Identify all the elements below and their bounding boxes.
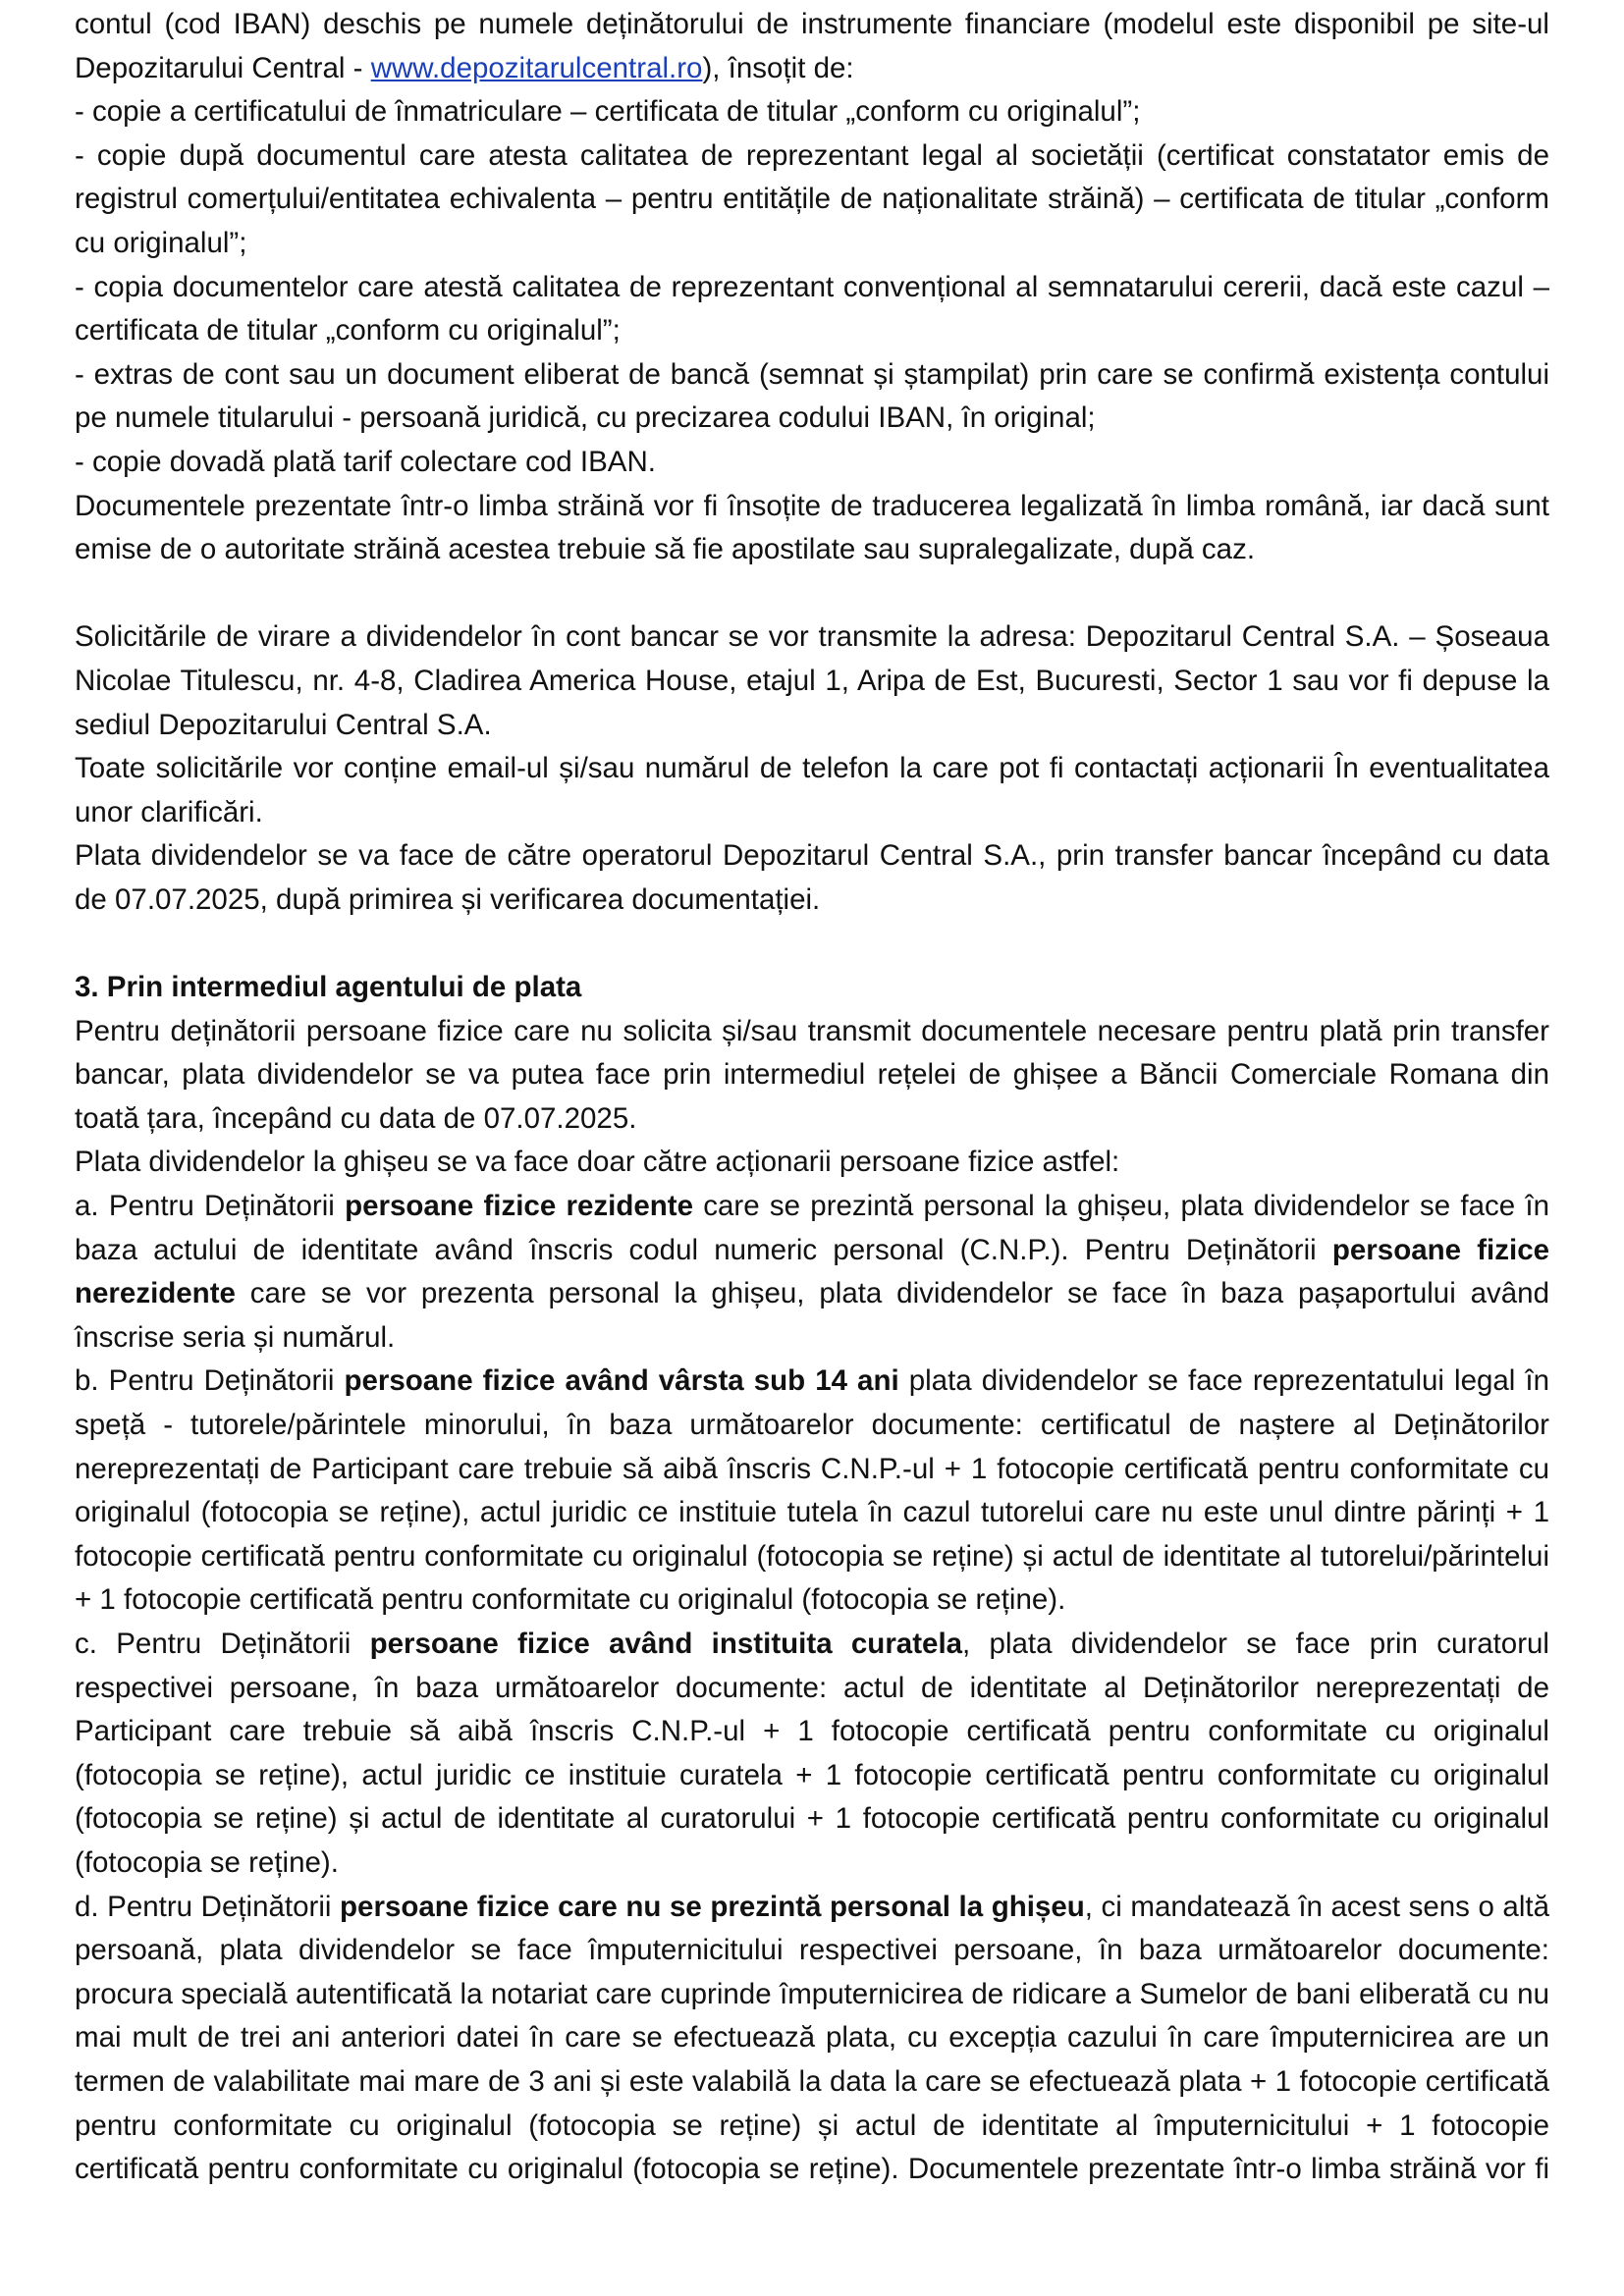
iban-intro-text: contul (cod IBAN) deschis pe numele deținătorului de instrumente financiare (modelul este disponibil pe site-ul Depozitarului Central -: [75, 8, 1549, 84]
item-c-text: , plata dividendelor se face prin curatorul respectivei persoane, în baza următoarelor documente: actul de identitate al Deținătorilor nereprezentați de Participant care trebuie să aibă înscris C.N.P.-ul + 1 fotocopie certificată pentru conformitate cu originalul (fotocopia se reține), actul juridic ce instituie curatela + 1 fotocopie certificată pentru conformitate cu originalul (fotocopia se reține) și actul de identitate al curatorului + 1 fotocopie certificată pentru conformitate cu originalul (fotocopia se reține).: [75, 1627, 1549, 1879]
iban-intro-paragraph: [75, 3, 1549, 90]
paragraph-spacer: [75, 922, 1549, 966]
depozitar-website-link[interactable]: www.depozitarulcentral.ro: [370, 51, 703, 84]
payment-date-paragraph: Plata dividendelor se va face de către operatorul Depozitarul Central S.A., prin transfer bancar începând cu data de 07.07.2025, după primirea și verificarea documentației.: [75, 839, 1549, 916]
item-d-emphasis: persoane fizice care nu se prezintă personal la ghișeu: [340, 1890, 1085, 1923]
item-b-emphasis: persoane fizice având vârsta sub 14 ani: [344, 1364, 899, 1398]
section-intro-paragraph: Pentru deținătorii persoane fizice care nu solicita și/sau transmit documentele necesare pentru plată prin transfer bancar, plata dividendelor se va putea face prin intermediul rețelei de ghișee a Băncii Comerciale Romana din toată țara, începând cu data de 07.07.2025.: [75, 1014, 1549, 1135]
required-document-item: - extras de cont sau un document eliberat de bancă (semnat și ștampilat) prin care se confirmă existența contului pe numele titularului - persoană juridică, cu precizarea codului IBAN, în original;: [75, 357, 1549, 435]
item-a-text: care se vor prezenta personal la ghișeu, plata dividendelor se face în baza pașaportului având înscrise seria și numărul.: [75, 1277, 1549, 1354]
item-b-paragraph: [75, 1360, 1549, 1623]
item-a-paragraph: [75, 1185, 1549, 1360]
item-c-text: c. Pentru Deținătorii: [75, 1627, 370, 1660]
item-b-text: b. Pentru Deținătorii: [75, 1364, 345, 1398]
required-document-item: - copie după documentul care atesta calitatea de reprezentant legal al societății (certificat constatator emis de registrul comerțului/entitatea echivalenta – pentru entitățile de naționalitate străină) – certificata de titular „conform cu originalul”;: [75, 138, 1549, 259]
section-lead-paragraph: Plata dividendelor la ghișeu se va face doar către acționarii persoane fizice astfel:: [75, 1146, 1120, 1179]
item-a-text: a. Pentru Deținătorii: [75, 1190, 346, 1223]
required-document-item: - copia documentelor care atestă calitatea de reprezentant convențional al semnatarului cererii, dacă este cazul – certificata de titular „conform cu originalul”;: [75, 270, 1549, 347]
section-heading: 3. Prin intermediul agentului de plata: [75, 971, 582, 1004]
item-d-paragraph: [75, 1886, 1549, 2192]
item-b-text: plata dividendelor se face reprezentatului legal în speță - tutorele/părintele minorului, în baza următoarelor documente: certificatul de naștere al Deținătorilor nereprezentați de Participant care trebuie să aibă înscris C.N.P.-ul + 1 fotocopie certificată pentru conformitate cu originalul (fotocopia se reține), actul juridic ce instituie tutela în cazul tutorelui care nu este unul dintre părinți + 1 fotocopie certificată pentru conformitate cu originalul (fotocopia se reține) și actul de identitate al tutorelui/părintelui + 1 fotocopie certificată pentru conformitate cu originalul (fotocopia se reține).: [75, 1364, 1549, 1617]
iban-intro-tail: ), însoțit de:: [702, 51, 854, 84]
item-a-emphasis: persoane fizice nerezidente: [75, 1233, 1550, 1310]
item-d-text: , ci mandatează în acest sens o altă persoană, plata dividendelor se face împuternicitului respectivei persoane, în baza următoarelor documente: procura specială autentificată la notariat care cuprinde împuternicirea de ridicare a Sumelor de bani eliberată cu nu mai mult de trei ani anteriori datei în care se efectuează plata, cu excepția cazului în care împuternicirea are un termen de valabilitate mai mare de 3 ani și este valabilă la data la care se efectuează plata + 1 fotocopie certificată pentru conformitate cu originalul (fotocopia se reține) și actul de identitate al împuternicitului + 1 fotocopie certificată pentru conformitate cu originalul (fotocopia se reține). Documentele prezentate într-o limba străină vor fi: [75, 1890, 1549, 2186]
item-c-paragraph: [75, 1623, 1549, 1886]
address-paragraph: Solicitările de virare a dividendelor în cont bancar se vor transmite la adresa: Depozitarul Central S.A. – Șoseaua Nicolae Titulescu, nr. 4-8, Cladirea America House, etajul 1, Aripa de Est, Bucuresti, Sector 1 sau vor fi depuse la sediul Depozitarului Central S.A.: [75, 620, 1549, 741]
translation-note-paragraph: Documentele prezentate într-o limba străină vor fi însoțite de traducerea legalizată în limba română, iar dacă sunt emise de o autoritate străină acestea trebuie să fie apostilate sau supralegalizate, după caz.: [75, 489, 1549, 566]
contact-paragraph: Toate solicitările vor conține email-ul și/sau numărul de telefon la care pot fi contactați acționarii În eventualitatea unor clarificări.: [75, 752, 1549, 828]
item-a-text: care se prezintă personal la ghișeu, plata dividendelor se face în baza actului de identitate având înscris codul numeric personal (C.N.P.). Pentru Deținătorii: [75, 1190, 1549, 1266]
required-document-item: - copie dovadă plată tarif colectare cod IBAN.: [75, 445, 656, 478]
paragraph-spacer: [75, 572, 1549, 616]
item-d-text: d. Pentru Deținătorii: [75, 1890, 341, 1923]
item-c-emphasis: persoane fizice având instituita curatela: [369, 1627, 963, 1660]
item-a-emphasis: persoane fizice rezidente: [345, 1190, 694, 1223]
required-document-item: - copie a certificatului de înmatriculare – certificata de titular „conform cu originalul”;: [75, 95, 1141, 129]
